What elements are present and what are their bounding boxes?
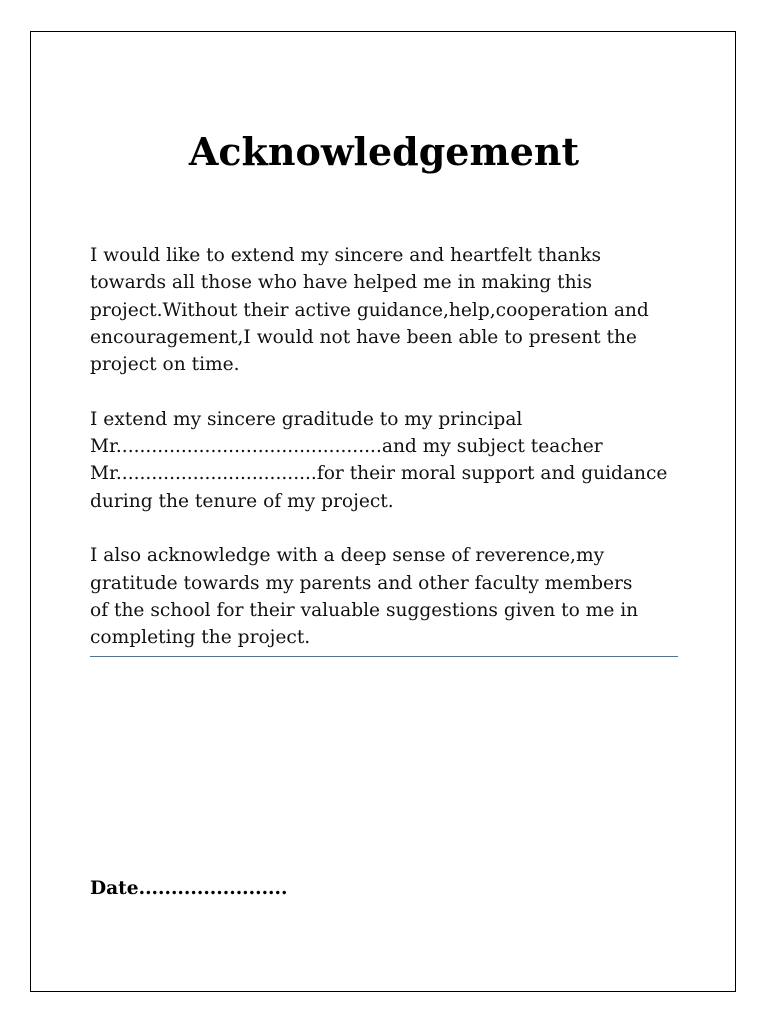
paragraph-parents-faculty: I also acknowledge with a deep sense of reverence,my gratitude towards my parents and other faculty members of the school for their valuable suggestions given to me in completing the project. (90, 545, 639, 649)
page-title: Acknowledgement (188, 129, 580, 174)
horizontal-rule (90, 656, 678, 657)
date-field: Date....................... (90, 878, 288, 899)
document-body (90, 242, 690, 651)
paragraph-principal-teacher: I extend my sincere graditude to my principal Mr.............................................and my subject teacher Mr..................................for their moral support and guidance during the tenure of my project. (90, 408, 668, 512)
paragraph-thanks: I would like to extend my sincere and heartfelt thanks towards all those who have helped me in making this project.Without their active guidance,help,cooperation and encouragement,I would not have been able to present the project on time. (90, 245, 649, 376)
